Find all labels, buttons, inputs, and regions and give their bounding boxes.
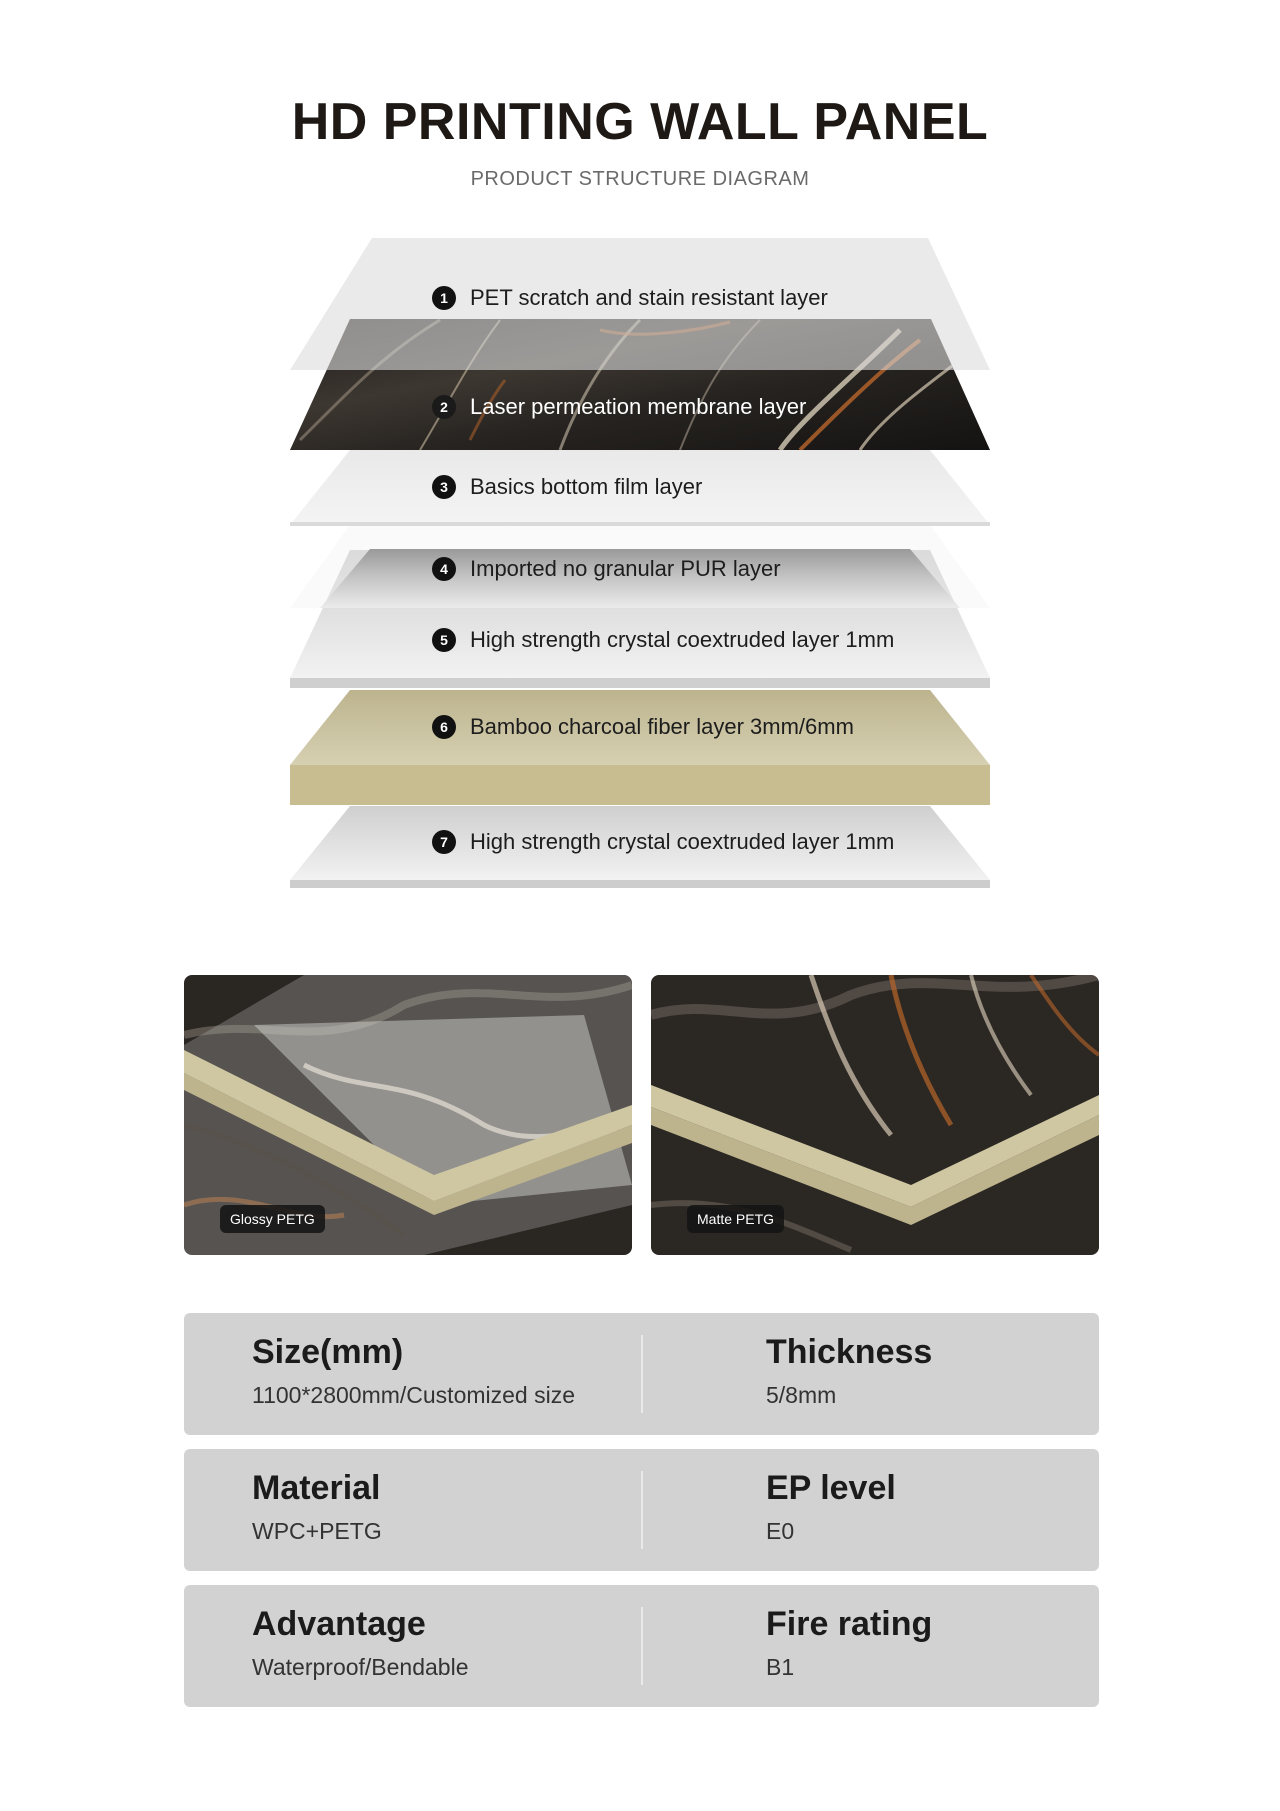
spec-size — [252, 1333, 575, 1409]
matte-sample-image — [651, 975, 1099, 1255]
layer-label-3 — [432, 472, 702, 502]
layer-text-6: Bamboo charcoal fiber layer 3mm/6mm — [470, 714, 854, 739]
spec-divider — [641, 1335, 643, 1413]
layer-text-1: PET scratch and stain resistant layer — [470, 285, 828, 310]
spec-value: E0 — [766, 1518, 795, 1544]
glossy-sample-tag: Glossy PETG — [220, 1205, 325, 1233]
layer-text-5: High strength crystal coextruded layer 1mm — [470, 627, 895, 652]
layer-label-6 — [432, 712, 854, 742]
layer-number-1: 1 — [432, 286, 456, 310]
spec-label: Thickness — [766, 1333, 933, 1371]
spec-divider — [641, 1607, 643, 1685]
layer-label-7 — [432, 827, 894, 857]
spec-thickness — [766, 1333, 932, 1409]
layer-number-2: 2 — [432, 395, 456, 419]
spec-divider — [641, 1471, 643, 1549]
spec-row-advantage-fire — [184, 1585, 1099, 1707]
spec-advantage — [252, 1605, 469, 1681]
layer-label-5 — [432, 625, 894, 655]
spec-fire-rating — [766, 1605, 932, 1681]
spec-label: Size(mm) — [252, 1333, 404, 1371]
matte-sample-tag: Matte PETG — [687, 1205, 784, 1233]
layer-text-2: Laser permeation membrane layer — [470, 394, 807, 419]
layer-5-edge — [290, 678, 990, 688]
layer-number-5: 5 — [432, 628, 456, 652]
spec-ep-level — [766, 1469, 896, 1545]
spec-value: WPC+PETG — [252, 1518, 382, 1544]
spec-label: Advantage — [252, 1605, 426, 1643]
glossy-sample-image — [184, 975, 632, 1255]
layer-7-edge — [290, 880, 990, 888]
layer-label-4 — [432, 554, 781, 584]
layer-number-3: 3 — [432, 475, 456, 499]
spec-label: EP level — [766, 1469, 896, 1507]
layer-text-3: Basics bottom film layer — [470, 474, 703, 499]
spec-material — [252, 1469, 382, 1545]
layer-text-7: High strength crystal coextruded layer 1mm — [470, 829, 895, 854]
spec-label: Fire rating — [766, 1605, 933, 1643]
layer-text-4: Imported no granular PUR layer — [470, 556, 781, 581]
spec-value: 5/8mm — [766, 1382, 837, 1408]
spec-row-size-thickness — [184, 1313, 1099, 1435]
spec-row-material-ep — [184, 1449, 1099, 1571]
layer-3-edge — [290, 522, 990, 526]
layer-number-7: 7 — [432, 830, 456, 854]
page-title: HD PRINTING WALL PANEL — [291, 93, 989, 151]
spec-label: Material — [252, 1469, 381, 1507]
layer-number-6: 6 — [432, 715, 456, 739]
layer-number-4: 4 — [432, 557, 456, 581]
layer-label-2 — [432, 392, 806, 422]
spec-value: Waterproof/Bendable — [252, 1654, 469, 1680]
spec-value: 1100*2800mm/Customized size — [252, 1382, 576, 1408]
layer-6-edge — [290, 765, 990, 805]
spec-value: B1 — [766, 1654, 795, 1680]
layer-label-1 — [432, 283, 828, 313]
page-subtitle: PRODUCT STRUCTURE DIAGRAM — [470, 168, 810, 190]
